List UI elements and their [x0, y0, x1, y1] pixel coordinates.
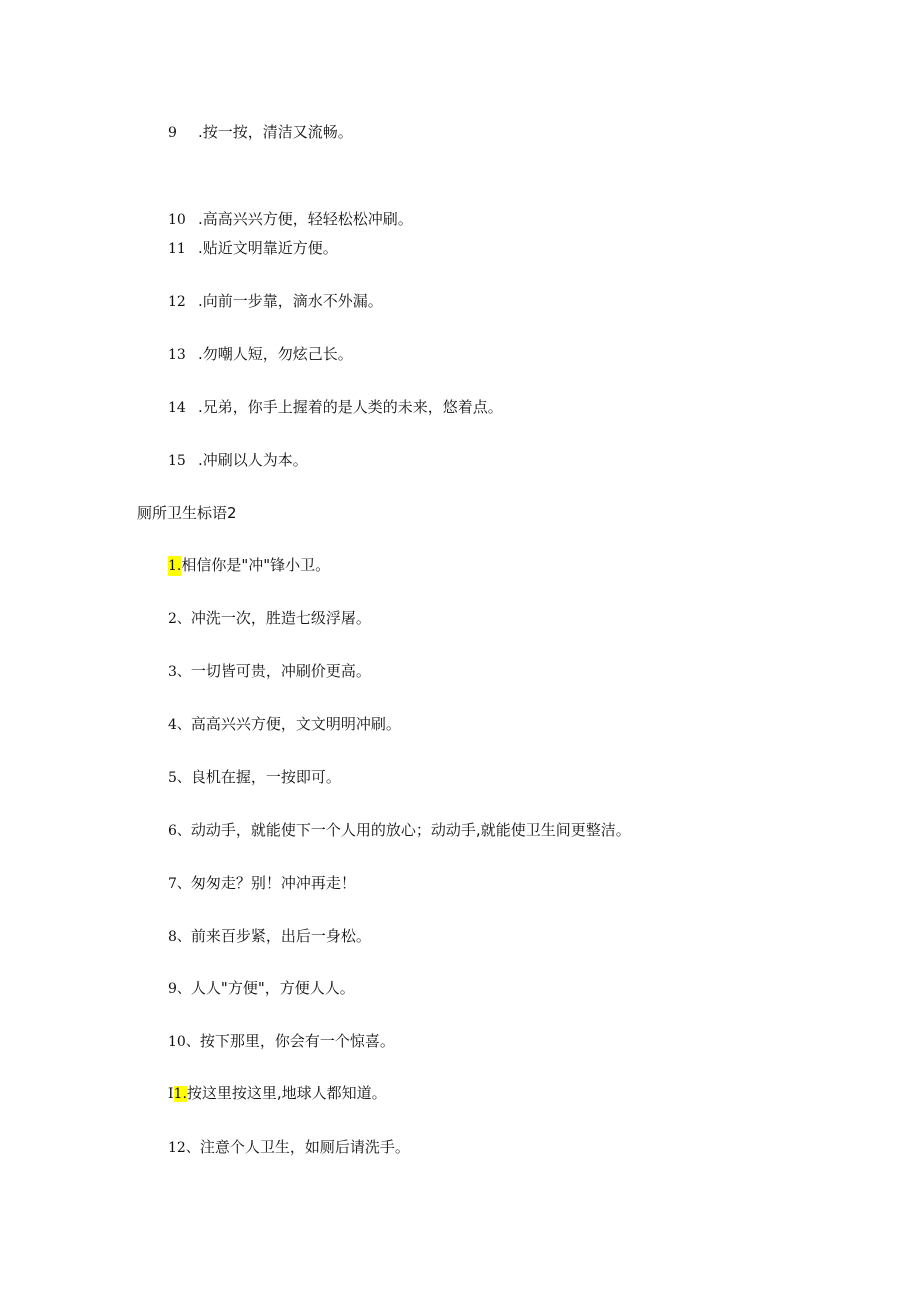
item-number: 7、	[168, 876, 191, 892]
list-item	[168, 397, 503, 418]
list-item	[168, 122, 353, 143]
list-item	[168, 767, 341, 788]
item-number: 13	[168, 347, 186, 363]
list-item	[168, 1031, 395, 1052]
item-text: .按一按，清洁又流畅。	[198, 123, 353, 141]
item-text: .向前一步靠，滴水不外漏。	[198, 292, 383, 310]
item-text: .兄弟，你手上握着的是人类的未来，悠着点。	[198, 398, 503, 416]
item-number: 8、	[168, 929, 191, 945]
item-text: .高高兴兴方便，轻轻松松冲刷。	[198, 210, 413, 228]
item-text: 按下那里，你会有一个惊喜。	[199, 1032, 395, 1050]
item-text: .冲刷以人为本。	[198, 451, 308, 469]
item-number: 10	[168, 212, 186, 228]
list-item	[168, 1083, 387, 1104]
list-item	[168, 926, 371, 947]
item-number	[168, 1084, 187, 1104]
item-number: 14	[168, 400, 186, 416]
item-text: 一切皆可贵，冲刷价更高。	[190, 662, 371, 680]
item-text: 前来百步紧，出后一身松。	[190, 927, 371, 945]
item-number: 15	[168, 453, 186, 469]
list-item	[168, 238, 338, 259]
item-number: 2、	[168, 611, 191, 627]
item-number: 3、	[168, 664, 191, 680]
item-number: 1.	[168, 558, 182, 574]
list-item	[168, 820, 631, 841]
item-text: 相信你是"冲"锋小卫。	[181, 556, 331, 574]
list-item	[168, 608, 371, 629]
list-item	[168, 1137, 410, 1158]
list-item	[168, 714, 401, 735]
list-item	[168, 450, 308, 471]
item-number: 12、	[168, 1140, 200, 1156]
item-number: 9	[168, 125, 177, 141]
item-number: 9、	[168, 981, 191, 997]
item-number: 5、	[168, 770, 191, 786]
item-text: 动动手，就能使下一个人用的放心；动动手,就能使卫生间更整洁。	[190, 821, 631, 839]
item-text: 良机在握，一按即可。	[190, 768, 341, 786]
list-item	[168, 344, 353, 365]
item-text: 高高兴兴方便，文文明明冲刷。	[190, 715, 401, 733]
item-text: .勿嘲人短，勿炫己长。	[198, 345, 353, 363]
item-text: 按这里按这里,地球人都知道。	[186, 1084, 387, 1102]
item-text: 人人"方便"，方便人人。	[190, 979, 355, 997]
item-number-prefix: I1.	[168, 1086, 187, 1102]
item-number: 10、	[168, 1034, 200, 1050]
item-number: 4、	[168, 717, 191, 733]
item-number: 11	[168, 241, 186, 257]
list-item	[168, 661, 371, 682]
item-text: 冲洗一次，胜造七级浮屠。	[190, 609, 371, 627]
item-text: 匆匆走？别！冲冲再走！	[190, 874, 356, 892]
item-text: 注意个人卫生，如厕后请洗手。	[199, 1138, 410, 1156]
item-text: .贴近文明靠近方便。	[198, 239, 338, 257]
item-number: 6、	[168, 823, 191, 839]
section-heading: 厕所卫生标语2	[137, 504, 237, 522]
list-item	[168, 209, 413, 230]
list-item	[168, 291, 383, 312]
list-item	[168, 873, 356, 894]
item-number: 12	[168, 294, 186, 310]
list-item	[168, 555, 330, 576]
list-item	[168, 978, 355, 999]
